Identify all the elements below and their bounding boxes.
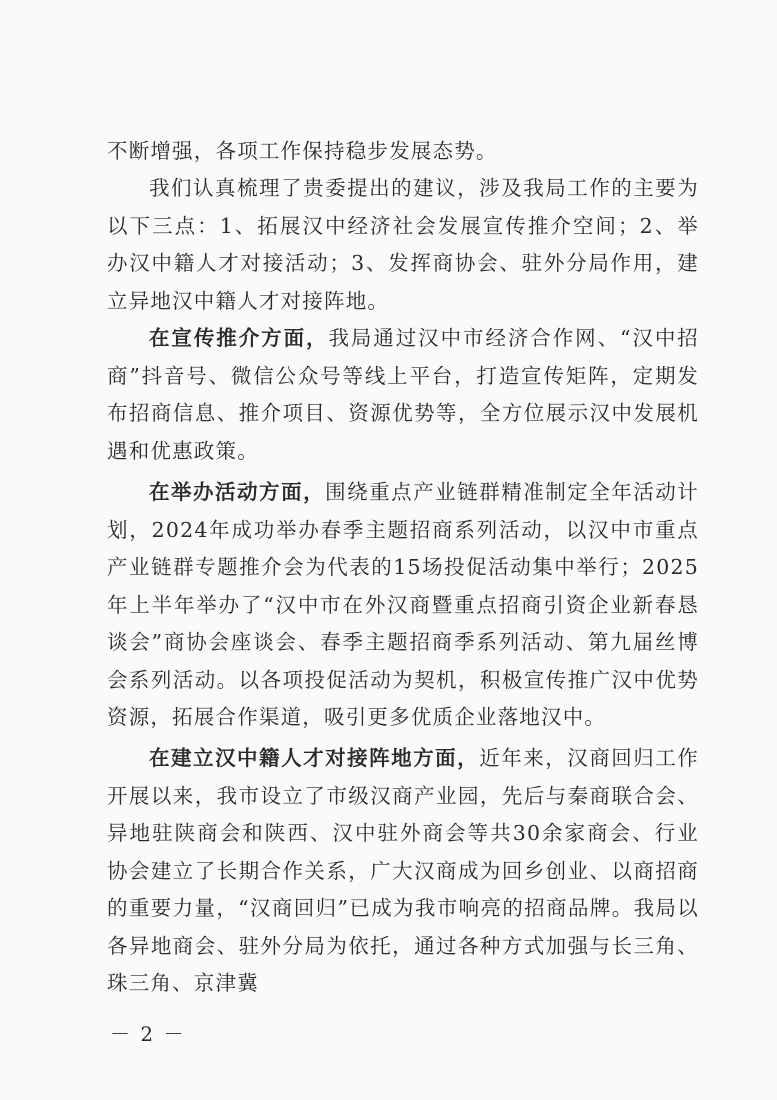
paragraph-body-activities: 围绕重点产业链群精准制定全年活动计划，2024年成功举办春季主题招商系列活动，以汉中市重点产业链群专题推介会为代表的15场投促活动集中举行；2025年上半年举办了“汉中市在外汉商暨重点招商引资企业新春恳谈会”商协会座谈会、春季主题招商季系列活动、第九届丝博会系列活动。以各项投促活动为契机，积极宣传推广汉中优势资源，拓展合作渠道，吸引更多优质企业落地汉中。 bbox=[107, 480, 699, 729]
paragraph-heading-talent-base: 在建立汉中籍人才对接阵地方面， bbox=[149, 746, 480, 770]
paragraph-body-publicity: 我局通过汉中市经济合作网、“汉中招商”抖音号、微信公众号等线上平台，打造宣传矩阵，定期发布招商信息、推介项目、资源优势等，全方位展示汉中发展机遇和优惠政策。 bbox=[107, 326, 699, 463]
paragraph-continuation: 不断增强，各项工作保持稳步发展态势。 bbox=[107, 139, 498, 163]
paragraph-heading-activities: 在举办活动方面， bbox=[149, 480, 326, 504]
paragraph-activities bbox=[107, 474, 699, 737]
paragraph-suggestions-summary: 我们认真梳理了贵委提出的建议，涉及我局工作的主要为以下三点：1、拓展汉中经济社会发展宣传推介空间；2、举办汉中籍人才对接活动；3、发挥商协会、驻外分局作用，建立异地汉中籍人才对接阵地。 bbox=[107, 176, 699, 313]
paragraph-publicity bbox=[107, 320, 699, 470]
paragraph-talent-base bbox=[107, 740, 699, 1003]
paragraph-body-talent-base: 近年来，汉商回归工作开展以来，我市设立了市级汉商产业园，先后与秦商联合会、异地驻陕商会和陕西、汉中驻外商会等共30余家商会、行业协会建立了长期合作关系，广大汉商成为回乡创业、以商招商的重要力量，“汉商回归”已成为我市响亮的招商品牌。我局以各异地商会、驻外分局为依托，通过各种方式加强与长三角、珠三角、京津冀 bbox=[107, 746, 699, 995]
paragraph-heading-publicity: 在宣传推介方面， bbox=[149, 326, 329, 350]
page-number: － 2 － bbox=[110, 1022, 186, 1046]
